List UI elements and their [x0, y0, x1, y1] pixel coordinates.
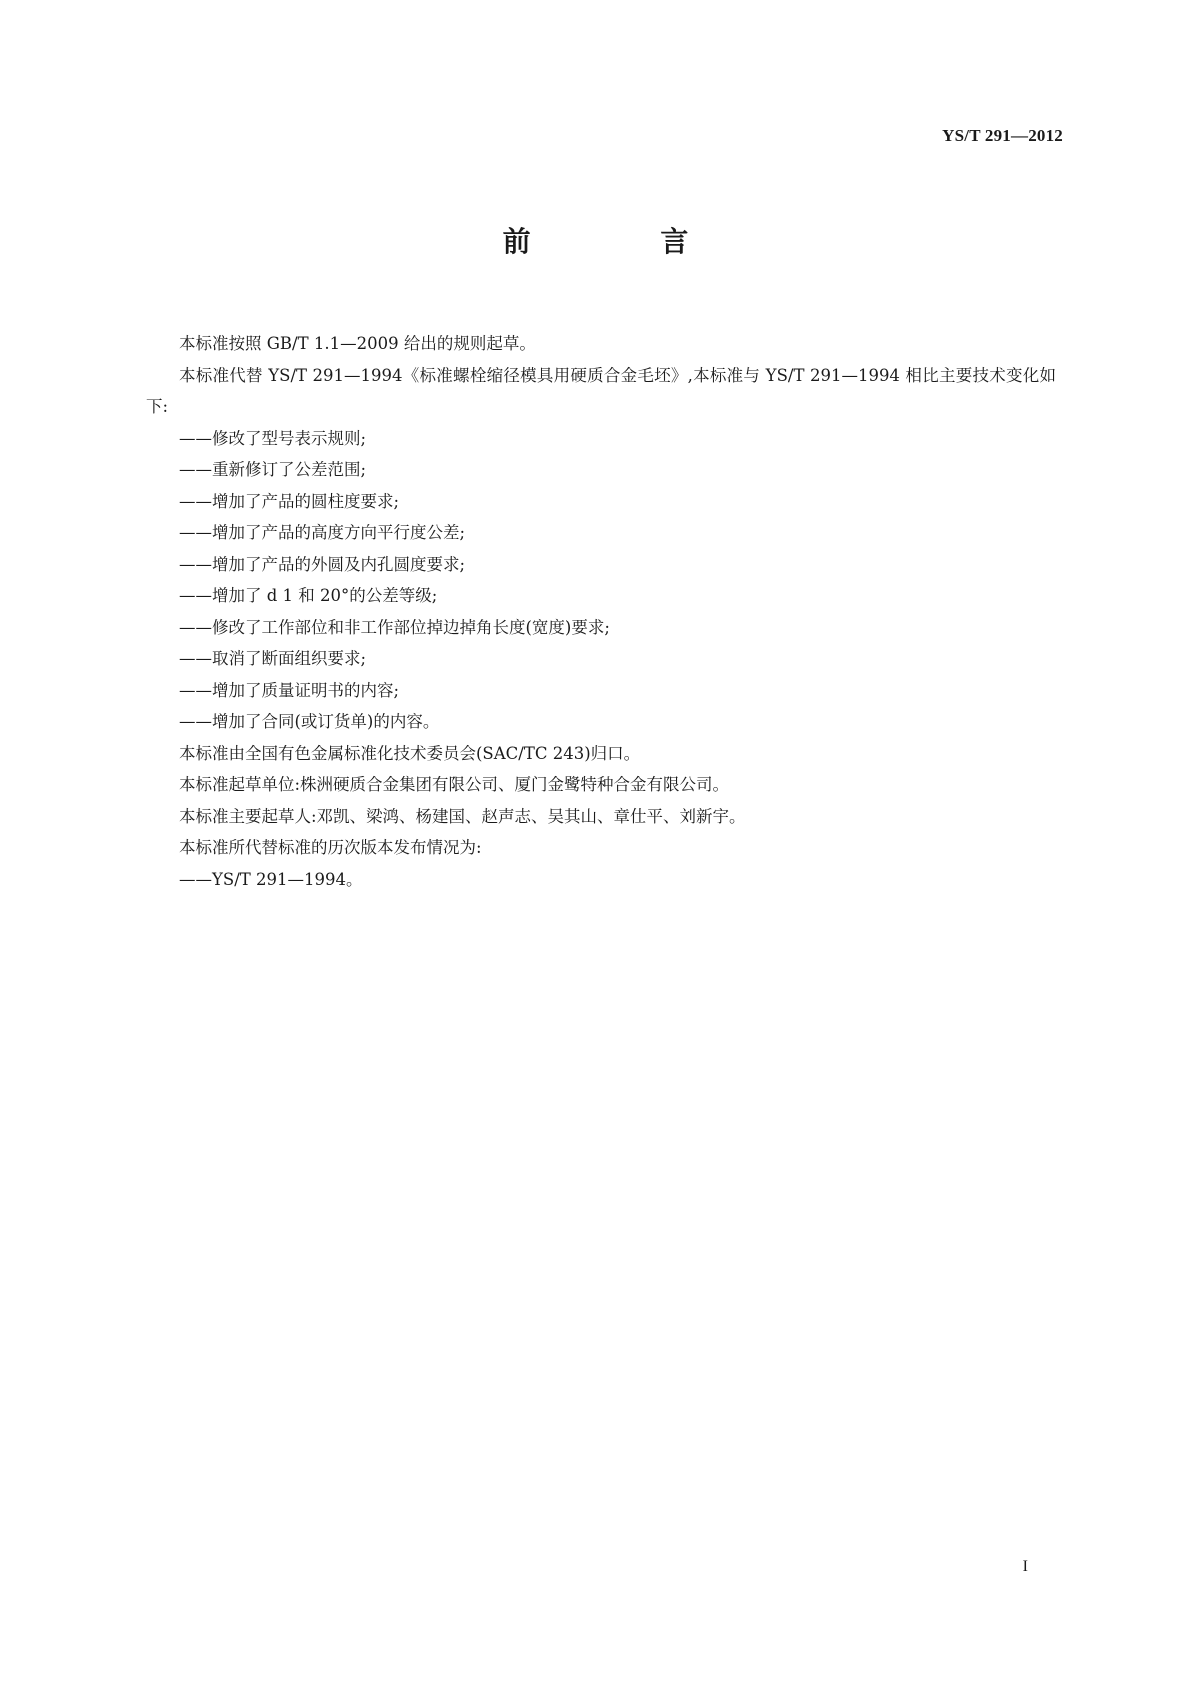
- paragraph-version-history: 本标准所代替标准的历次版本发布情况为:: [179, 838, 482, 857]
- list-item: ——增加了合同(或订货单)的内容。: [179, 712, 440, 731]
- paragraph-replacement-note: 本标准代替 YS/T 291—1994《标准螺栓缩径模具用硬质合金毛坯》,本标准与 YS/T 291—1994 相比主要技术变化如下:: [146, 365, 1056, 416]
- list-item: ——增加了产品的高度方向平行度公差;: [179, 523, 466, 542]
- standard-number: YS/T 291—2012: [942, 126, 1063, 145]
- page-title: 前 言: [502, 225, 749, 258]
- foreword-body: [146, 328, 1056, 895]
- paragraph-drafting-rules: 本标准按照 GB/T 1.1—2009 给出的规则起草。: [179, 334, 536, 353]
- list-item: ——修改了型号表示规则;: [179, 428, 367, 448]
- list-item: ——重新修订了公差范围;: [179, 460, 367, 479]
- list-item: ——增加了 d 1 和 20°的公差等级;: [179, 586, 438, 605]
- paragraph-drafters: 本标准主要起草人:邓凯、梁鸿、杨建国、赵声志、吴其山、章仕平、刘新宇。: [179, 806, 746, 826]
- list-item: ——修改了工作部位和非工作部位掉边掉角长度(宽度)要求;: [179, 617, 610, 637]
- list-item: ——取消了断面组织要求;: [179, 649, 367, 668]
- list-item: ——增加了产品的圆柱度要求;: [179, 491, 400, 511]
- changes-list: [146, 423, 1056, 738]
- history-list-item: ——YS/T 291—1994。: [179, 869, 363, 889]
- paragraph-drafting-units: 本标准起草单位:株洲硬质合金集团有限公司、厦门金鹭特种合金有限公司。: [179, 775, 730, 794]
- list-item: ——增加了质量证明书的内容;: [179, 680, 400, 700]
- paragraph-technical-committee: 本标准由全国有色金属标准化技术委员会(SAC/TC 243)归口。: [179, 743, 641, 763]
- page-number: I: [1022, 1558, 1028, 1575]
- list-item: ——增加了产品的外圆及内孔圆度要求;: [179, 554, 466, 574]
